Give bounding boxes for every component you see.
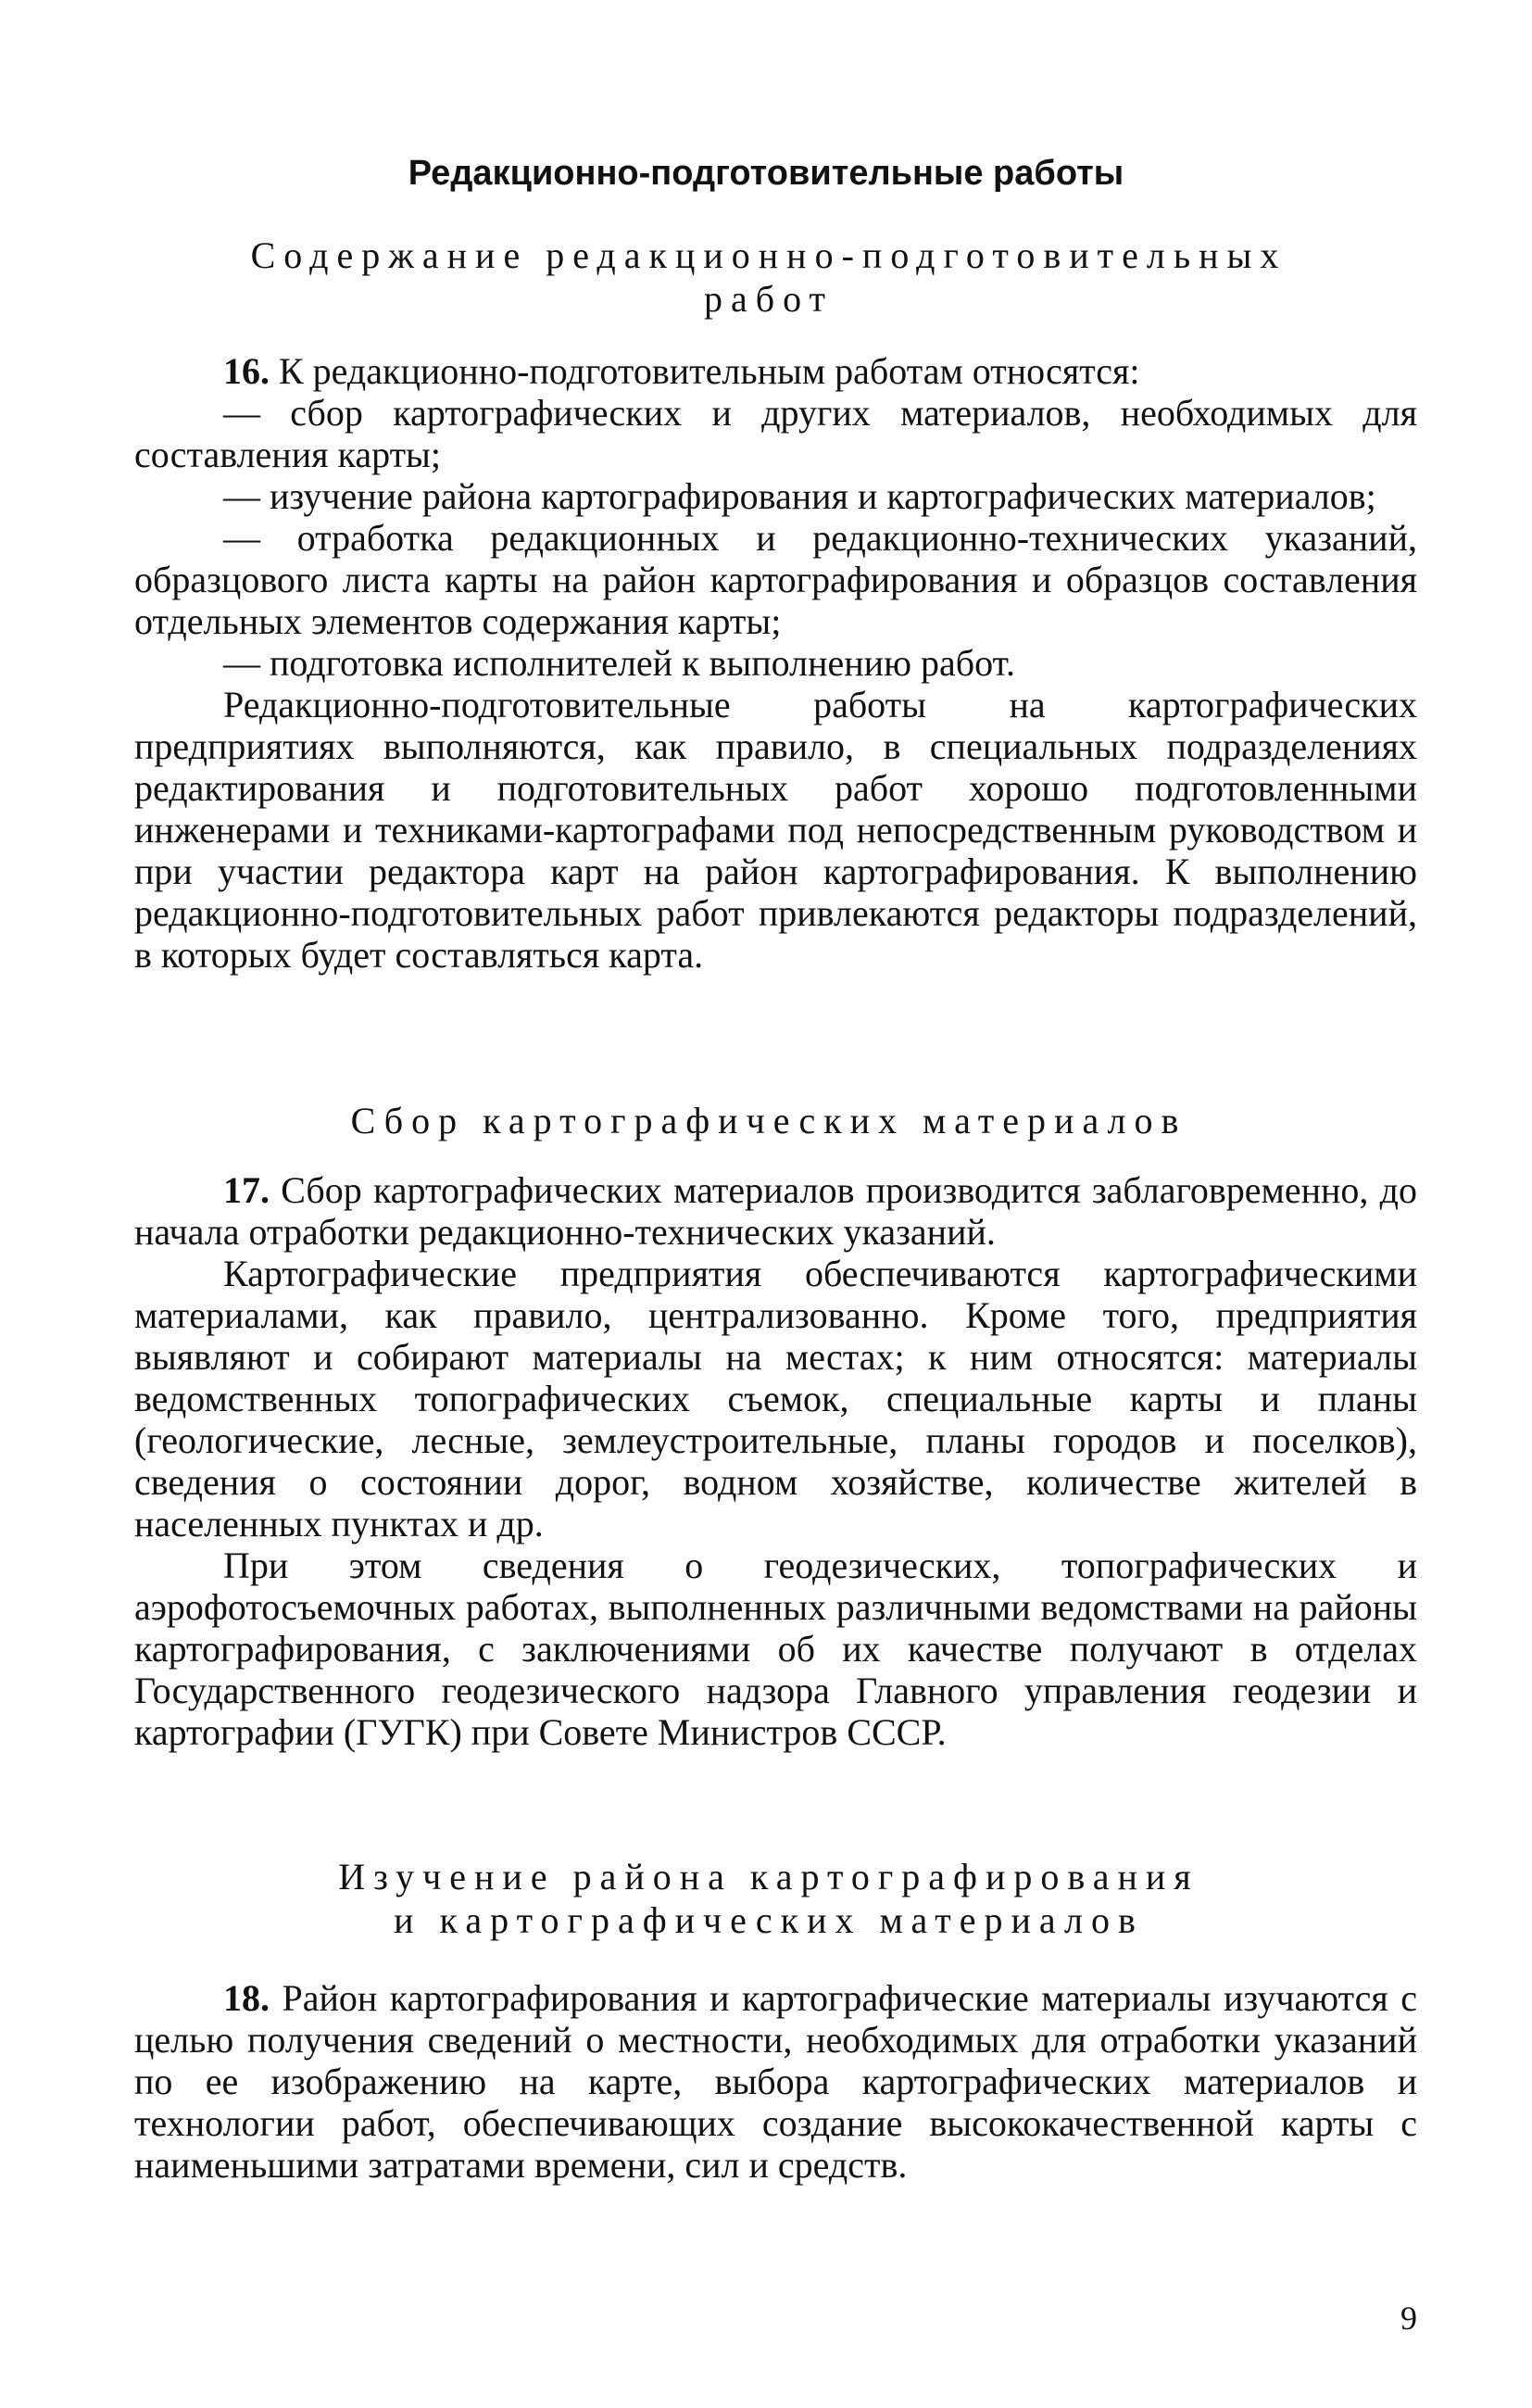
paragraph: При этом сведения о геодезических, топографических и аэрофотосъемочных работах, выполненных различными ведомствами на районы картографирования, с заключениями об их качестве получают в отделах Государственного геодезического надзора Главного управления геодезии и картографии (ГУГК) при Совете Министров СССР.: [134, 1544, 1417, 1753]
section-body-contents: [134, 350, 1417, 976]
page-title: Редакционно-подготовительные работы: [408, 154, 1124, 193]
list-item: — сбор картографических и других материалов, необходимых для составления карты;: [134, 392, 1417, 475]
section-heading-line: Изучение района картографирования: [338, 1856, 1199, 1897]
paragraph-number: 18.: [223, 1977, 270, 2019]
paragraph: Картографические предприятия обеспечиваются картографическими материалами, как правило, централизованно. Кроме того, предприятия выявляют и собирают материалы на местах; к ним относятся: материалы ведомственных топографических съемок, специальные карты и планы (геологические, лесные, землеустроительные, планы городов и поселков), сведения о состоянии дорог, водном хозяйстве, количестве жителей в населенных пунктах и др.: [134, 1253, 1417, 1544]
section-heading-contents: [222, 233, 1315, 321]
list-item: — изучение района картографирования и картографических материалов;: [223, 475, 1376, 517]
paragraph-text: Сбор картографических материалов производится заблаговременно, до начала отработки редакционно-технических указаний.: [134, 1169, 1417, 1253]
paragraph-text: К редакционно-подготовительным работам относятся:: [270, 350, 1140, 392]
section-heading-study: [222, 1855, 1315, 1942]
section-heading-line: и картографических материалов: [394, 1899, 1144, 1941]
section-body-collection: [134, 1169, 1417, 1753]
list-item: — подготовка исполнителей к выполнению работ.: [223, 642, 1016, 684]
paragraph-18: [134, 1977, 1417, 2186]
paragraph-number: 17.: [223, 1169, 270, 1211]
section-heading-line: работ: [703, 278, 835, 320]
page-number: 9: [1400, 2300, 1417, 2337]
section-body-study: [134, 1977, 1417, 2186]
list-item: — отработка редакционных и редакционно-технических указаний, образцового листа карты на район картографирования и образцов составления отдельных элементов содержания карты;: [134, 517, 1417, 642]
paragraph-number: 16.: [223, 350, 270, 392]
section-heading-collection: Сбор картографических материалов: [350, 1100, 1187, 1141]
paragraph: Редакционно-подготовительные работы на картографических предприятиях выполняются, как правило, в специальных подразделениях редактирования и подготовительных работ хорошо подготовленными инженерами и техниками-картографами под непосредственным руководством и при участии редактора карт на район картографирования. К выполнению редакционно-подготовительных работ привлекаются редакторы подразделений, в которых будет составляться карта.: [134, 684, 1417, 976]
section-heading-line: Содержание редакционно-подготовительных: [250, 234, 1287, 276]
paragraph-17: [134, 1169, 1417, 1253]
paragraph-text: Район картографирования и картографические материалы изучаются с целью получения сведений о местности, необходимых для отработки указаний по ее изображению на карте, выбора картографических материалов и технологии работ, обеспечивающих создание высококачественной карты с наименьшими затратами времени, сил и средств.: [134, 1977, 1417, 2186]
paragraph-16: [134, 350, 1417, 392]
